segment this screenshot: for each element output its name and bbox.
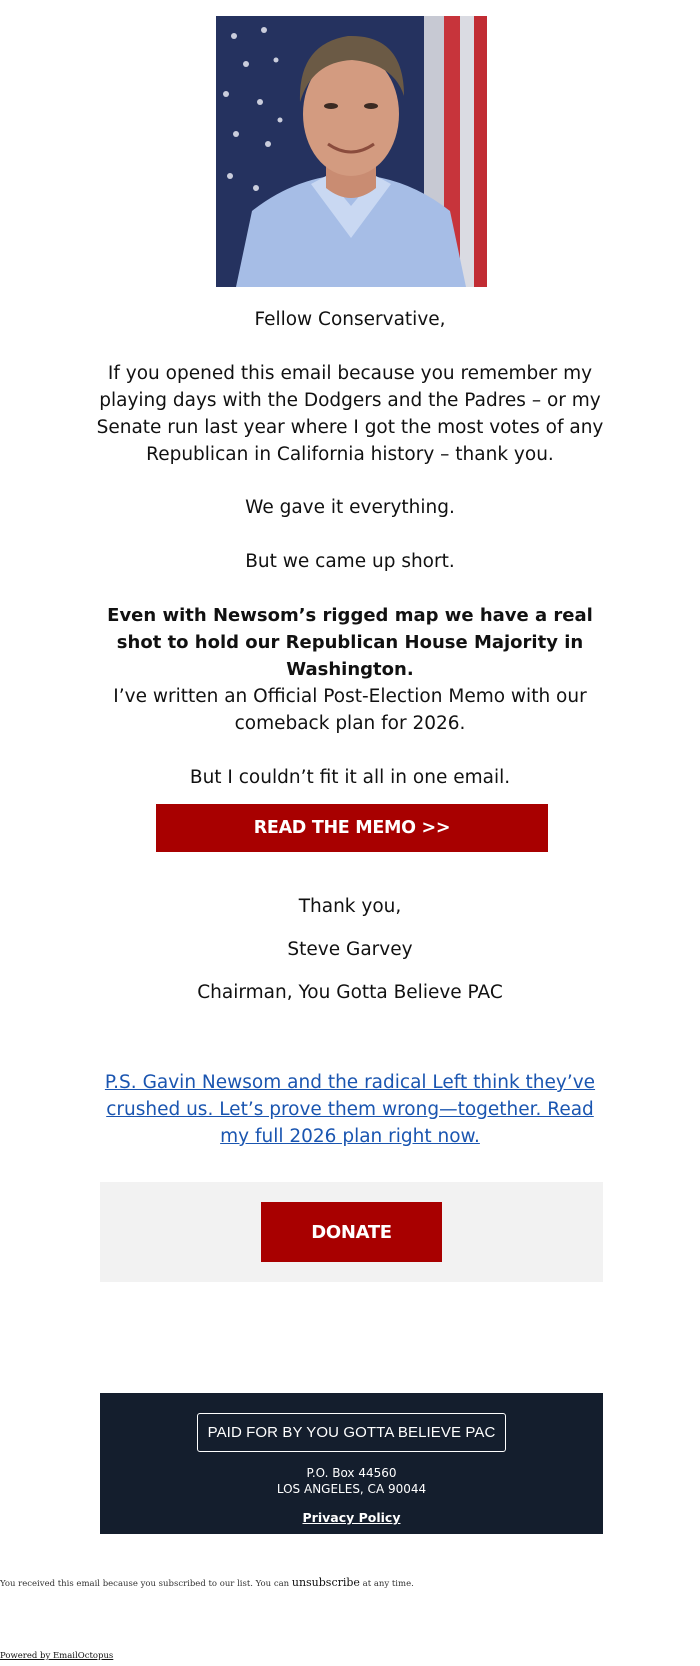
intro-paragraph: If you opened this email because you remember my playing days with the Dodgers and the Padres – or my Senate run last year where I got the most votes of any Republican in California history – thank you. <box>96 363 604 465</box>
footer <box>100 1393 603 1534</box>
paid-for-disclaimer: PAID FOR BY YOU GOTTA BELIEVE PAC <box>197 1413 506 1452</box>
paragraph-came-up-short: But we came up short. <box>245 551 455 572</box>
unsubscribe-link[interactable]: unsubscribe <box>291 1576 360 1589</box>
donate-panel <box>100 1182 603 1282</box>
subscription-note-after: at any time. <box>362 1579 414 1589</box>
memo-paragraph: I’ve written an Official Post-Election Memo with our comeback plan for 2026. <box>113 686 587 734</box>
one-email-paragraph: But I couldn’t fit it all in one email. <box>189 767 511 788</box>
privacy-policy-link[interactable]: Privacy Policy <box>302 1510 401 1525</box>
signer-title: Chairman, You Gotta Believe PAC <box>197 982 503 1003</box>
portrait-photo <box>216 16 487 287</box>
signer-name: Steve Garvey <box>287 939 413 960</box>
read-memo-button[interactable]: READ THE MEMO >> <box>156 804 548 852</box>
donate-button[interactable]: DONATE <box>261 1202 442 1262</box>
signoff: Thank you, <box>298 896 402 917</box>
powered-by-link[interactable]: Powered by EmailOctopus <box>0 1651 114 1661</box>
address-line-1: P.O. Box 44560 <box>306 1466 397 1480</box>
subscription-note <box>0 1576 414 1589</box>
bold-paragraph: Even with Newsom’s rigged map we have a real shot to hold our Republican House Majority in Washington. <box>107 605 593 680</box>
greeting: Fellow Conservative, <box>254 309 446 330</box>
address-line-2: LOS ANGELES, CA 90044 <box>276 1482 427 1496</box>
subscription-note-before: You received this email because you subscribed to our list. You can <box>0 1579 290 1589</box>
ps-link[interactable]: P.S. Gavin Newsom and the radical Left think they’ve crushed us. Let’s prove them wrong—together. Read my full 2026 plan right now. <box>104 1072 596 1147</box>
paragraph-gave-everything: We gave it everything. <box>245 497 455 518</box>
